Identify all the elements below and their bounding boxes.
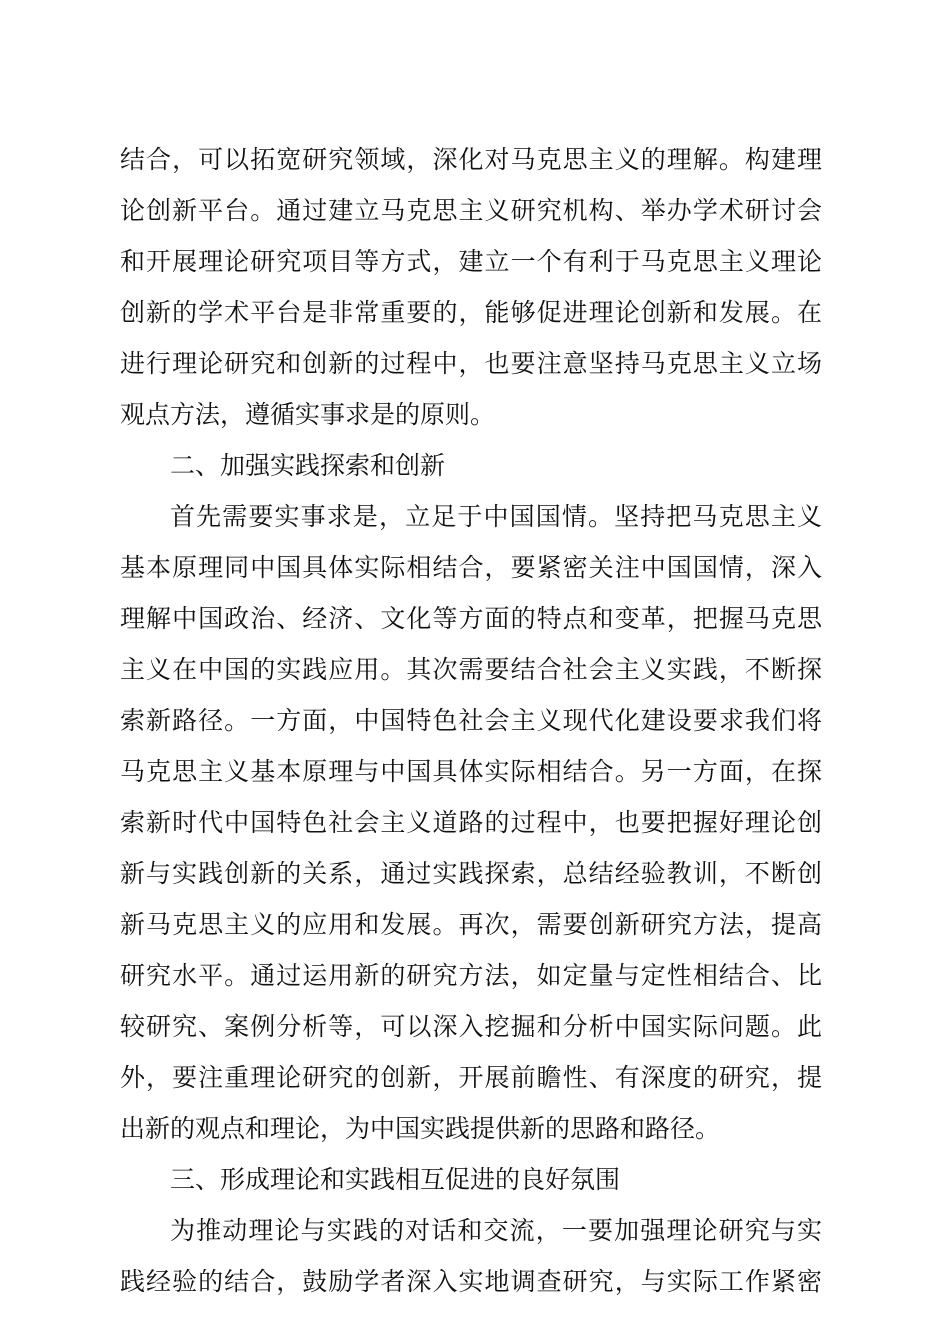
paragraph-1-line-6: 观点方法，遵循实事求是的原则。 <box>120 400 496 429</box>
paragraph-2-line-2: 基本原理同中国具体实际相结合，要紧密关注中国国情，深入 <box>120 553 822 582</box>
section-heading-2: 二、加强实践探索和创新 <box>170 451 446 480</box>
paragraph-2-line-10: 研究水平。通过运用新的研究方法，如定量与定性相结合、比 <box>120 961 822 990</box>
paragraph-2-line-5: 索新路径。一方面，中国特色社会主义现代化建设要求我们将 <box>120 706 822 735</box>
paragraph-2-line-12: 外，要注重理论研究的创新，开展前瞻性、有深度的研究，提 <box>120 1063 822 1092</box>
paragraph-2-line-9: 新马克思主义的应用和发展。再次，需要创新研究方法，提高 <box>120 910 822 939</box>
paragraph-2-line-6: 马克思主义基本原理与中国具体实际相结合。另一方面，在探 <box>120 757 822 786</box>
paragraph-2-line-13: 出新的观点和理论，为中国实践提供新的思路和路径。 <box>120 1114 721 1143</box>
paragraph-2-line-4: 主义在中国的实践应用。其次需要结合社会主义实践，不断探 <box>120 655 822 684</box>
paragraph-3-line-2: 践经验的结合，鼓励学者深入实地调查研究，与实际工作紧密 <box>120 1267 822 1296</box>
paragraph-2-line-8: 新与实践创新的关系，通过实践探索，总结经验教训，不断创 <box>120 859 822 888</box>
paragraph-2-line-7: 索新时代中国特色社会主义道路的过程中，也要把握好理论创 <box>120 808 822 837</box>
paragraph-1-line-3: 和开展理论研究项目等方式，建立一个有利于马克思主义理论 <box>120 247 822 276</box>
paragraph-2-line-11: 较研究、案例分析等，可以深入挖掘和分析中国实际问题。此 <box>120 1012 822 1041</box>
section-heading-3: 三、形成理论和实践相互促进的良好氛围 <box>170 1165 621 1194</box>
paragraph-1-line-2: 论创新平台。通过建立马克思主义研究机构、举办学术研讨会 <box>120 196 822 225</box>
paragraph-1-line-4: 创新的学术平台是非常重要的，能够促进理论创新和发展。在 <box>120 298 822 327</box>
paragraph-1-line-1: 结合，可以拓宽研究领域，深化对马克思主义的理解。构建理 <box>120 145 822 174</box>
paragraph-3-line-1: 为推动理论与实践的对话和交流，一要加强理论研究与实 <box>170 1216 822 1245</box>
paragraph-1-line-5: 进行理论研究和创新的过程中，也要注意坚持马克思主义立场 <box>120 349 822 378</box>
paragraph-2-line-3: 理解中国政治、经济、文化等方面的特点和变革，把握马克思 <box>120 604 822 633</box>
paragraph-2-line-1: 首先需要实事求是，立足于中国国情。坚持把马克思主义 <box>170 502 822 531</box>
